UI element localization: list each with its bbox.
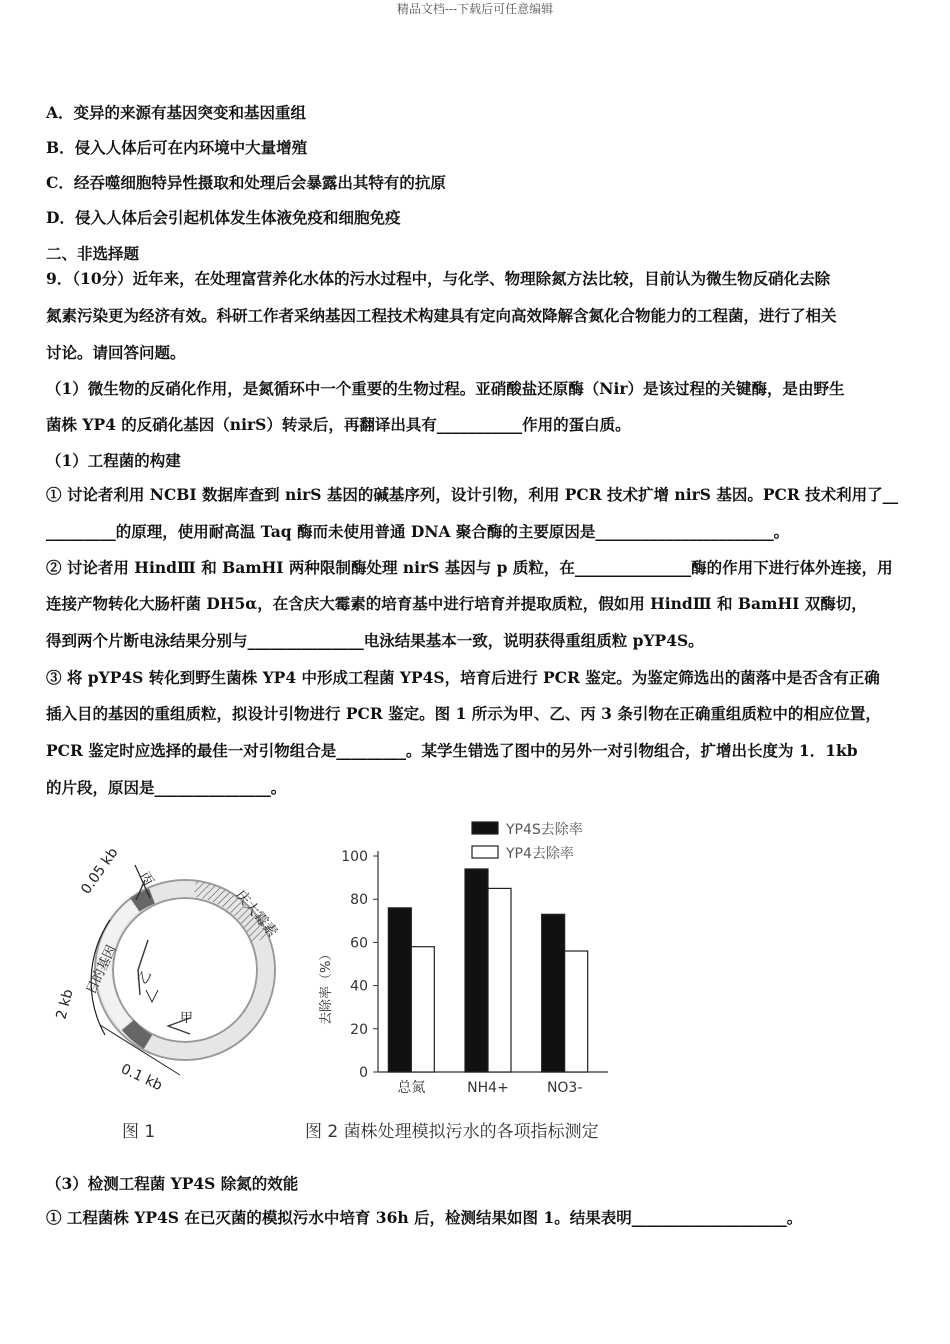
label-primer-yi: 乙 [135, 968, 155, 987]
question-line: 插入目的基因的重组质粒，拟设计引物进行 PCR 鉴定。图 1 所示为甲、乙、丙 3 条引物在正确重组质粒中的相应位置， [46, 704, 881, 723]
y-tick-label: 100 [341, 849, 368, 865]
bar [388, 908, 411, 1072]
label-primer-jia: 甲 [180, 1011, 194, 1026]
label-005kb: 0.05 kb [78, 845, 122, 898]
question-line: （1）微生物的反硝化作用，是氮循环中一个重要的生物过程。亚硝酸盐还原酶（Nir）是该过程的关键酶，是由野生 [46, 379, 845, 398]
question-line: （1）工程菌的构建 [46, 451, 181, 470]
option-d: D．侵入人体后会引起机体发生体液免疫和细胞免疫 [46, 208, 401, 227]
bar [488, 888, 511, 1072]
y-tick-label: 40 [350, 978, 368, 995]
label-target-gene: 目的基因 [84, 943, 120, 997]
removal-rate-chart [310, 810, 630, 1110]
question-line: ① 讨论者利用 NCBI 数据库查到 nirS 基因的碱基序列，设计引物，利用 PCR 技术扩增 nirS 基因。PCR 技术利用了__ [46, 485, 899, 504]
x-tick-label: NH4+ [467, 1080, 509, 1096]
section-title: 二、非选择题 [46, 244, 140, 263]
option-c: C．经吞噬细胞特异性摄取和处理后会暴露出其特有的抗原 [46, 173, 446, 192]
question-line: 氮素污染更为经济有效。科研工作者采纳基因工程技术构建具有定向高效降解含氮化合物能力的工程菌，进行了相关 [46, 306, 837, 325]
label-01kb: 0.1 kb [118, 1061, 165, 1095]
option-a: A．变异的来源有基因突变和基因重组 [46, 103, 307, 122]
label-2kb: 2 kb [53, 987, 77, 1022]
x-tick-label: NO3- [546, 1080, 583, 1096]
y-tick-label: 0 [359, 1065, 368, 1081]
chart-ylabel: 去除率（%） [319, 947, 334, 1025]
bar [465, 869, 488, 1072]
x-tick-label: 总氮 [397, 1080, 426, 1096]
legend-swatch [472, 822, 498, 834]
y-tick-label: 80 [350, 892, 368, 909]
figure2-caption: 图 2 菌株处理模拟污水的各项指标测定 [305, 1122, 599, 1142]
y-tick-label: 20 [350, 1021, 368, 1038]
question-line: ③ 将 pYP4S 转化到野生菌株 YP4 中形成工程菌 YP4S，培育后进行 PCR 鉴定。为鉴定筛选出的菌落中是否含有正确 [46, 668, 880, 687]
question-line: 的片段，原因是_______________。 [46, 778, 287, 797]
bar [565, 951, 588, 1072]
option-b: B．侵入人体后可在内环境中大量增殖 [46, 138, 308, 157]
section3-line: ① 工程菌株 YP4S 在已灭菌的模拟污水中培育 36h 后，检测结果如图 1。结果表明____________________。 [46, 1208, 803, 1227]
legend-label: YP4S去除率 [506, 822, 583, 838]
bar [411, 947, 434, 1072]
question-line: 讨论。请回答问题。 [46, 343, 186, 362]
question-line: 连接产物转化大肠杆菌 DH5α，在含庆大霉素的培育基中进行培育并提取质粒，假如用 HindⅢ 和 BamHI 双酶切， [46, 594, 867, 613]
plasmid-figure [40, 820, 330, 1120]
y-tick-label: 60 [350, 935, 368, 952]
question-line: _________的原理，使用耐高温 Taq 酶而未使用普通 DNA 聚合酶的主要原因是_______________________。 [46, 522, 790, 541]
label-primer-bing: 丙 [136, 869, 157, 889]
section3-title: （3）检测工程菌 YP4S 除氮的效能 [46, 1174, 299, 1193]
question-line: 得到两个片断电泳结果分别与_______________电泳结果基本一致，说明获得重组质粒 pYP4S。 [46, 631, 704, 650]
bar [542, 914, 565, 1072]
question-line: 菌株 YP4 的反硝化基因（nirS）转录后，再翻译出具有___________作用的蛋白质。 [46, 415, 631, 434]
page-header: 精品文档---下载后可任意编辑 [396, 2, 554, 16]
legend-label: YP4去除率 [506, 846, 574, 862]
legend-swatch [472, 846, 498, 858]
question-line: 9．（10分）近年来，在处理富营养化水体的污水过程中，与化学、物理除氮方法比较，目前认为微生物反硝化去除 [46, 269, 831, 288]
question-line: PCR 鉴定时应选择的最佳一对引物组合是_________。某学生错选了图中的另外一对引物组合，扩增出长度为 1．1kb [46, 741, 858, 760]
figure1-caption: 图 1 [122, 1122, 156, 1142]
label-gentamicin: 庆大霉素 [231, 887, 281, 941]
question-line: ② 讨论者用 HindⅢ 和 BamHI 两种限制酶处理 nirS 基因与 p 质粒，在_______________酶的作用下进行体外连接，用 [46, 558, 893, 577]
